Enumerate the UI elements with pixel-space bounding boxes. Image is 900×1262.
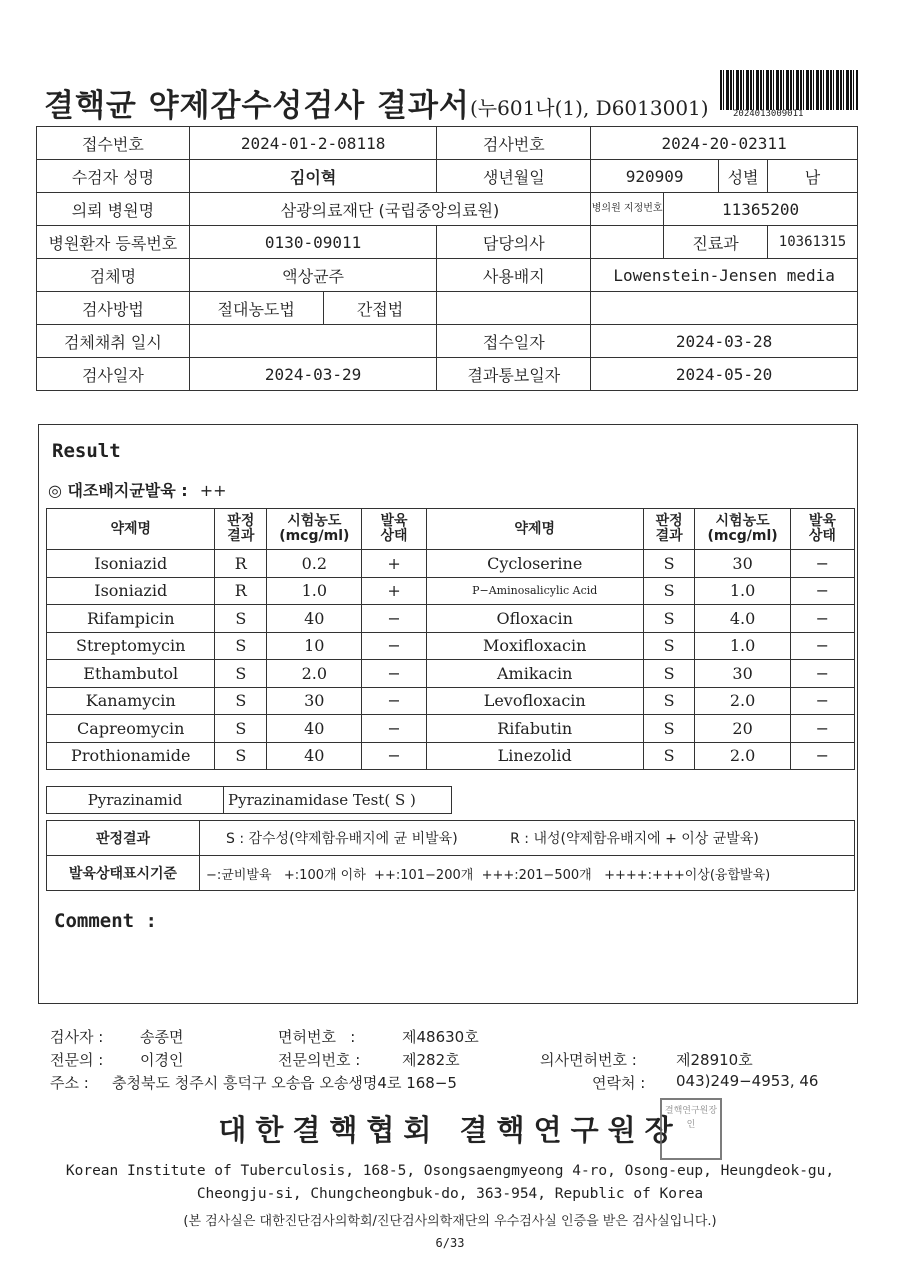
- sex-label: 성별: [719, 160, 768, 193]
- test-no-label: 검사번호: [437, 127, 591, 160]
- judge-result: S: [643, 660, 695, 688]
- tester-name: 송종면: [140, 1028, 184, 1046]
- drug-name: Kanamycin: [47, 687, 215, 715]
- patient-info-table: [36, 126, 858, 391]
- growth-status: −: [790, 660, 854, 688]
- concentration: 40: [267, 605, 362, 633]
- address: 충청북도 청주시 흥덕구 오송읍 오송생명4로 168−5: [112, 1074, 457, 1092]
- judge-result: R: [215, 550, 267, 578]
- concentration: 20: [695, 715, 790, 743]
- table-row: [47, 715, 855, 743]
- tester-label: 검사자 :: [50, 1028, 104, 1046]
- drug-name: Amikacin: [426, 660, 643, 688]
- spec-license-label: 전문의번호 :: [278, 1051, 361, 1069]
- concentration: 30: [267, 687, 362, 715]
- growth-status: −: [362, 687, 426, 715]
- judge-result: S: [215, 742, 267, 770]
- method-label: 검사방법: [37, 292, 190, 325]
- specimen: 액상균주: [189, 259, 437, 292]
- hospital-code: 11365200: [664, 193, 858, 226]
- judge-result: S: [215, 715, 267, 743]
- growth-status: −: [790, 687, 854, 715]
- drug-name: Linezolid: [426, 742, 643, 770]
- judge-result: S: [215, 660, 267, 688]
- drug-name: Levofloxacin: [426, 687, 643, 715]
- concentration: 40: [267, 715, 362, 743]
- specialist-name: 이경인: [140, 1051, 184, 1069]
- received-label: 접수일자: [437, 325, 591, 358]
- growth-status: −: [790, 632, 854, 660]
- license-no: 제48630호: [402, 1028, 479, 1046]
- control-growth-label: ◎ 대조배지균발육 :: [48, 481, 188, 500]
- drug-name: Rifampicin: [47, 605, 215, 633]
- certification-note: (본 검사실은 대한진단검사의학회/진단검사의학재단의 우수검사실 인증을 받은 검사실입니다.): [183, 1214, 717, 1229]
- patient-name: 김이혁: [189, 160, 437, 193]
- concentration: 0.2: [267, 550, 362, 578]
- test-date: 2024-03-29: [189, 358, 437, 391]
- page-number: 6/33: [435, 1236, 465, 1250]
- judge-result: S: [643, 577, 695, 605]
- header-judge: 판정 결과: [643, 509, 695, 550]
- judge-legend-r: R : 내성(약제함유배지에 + 이상 균발육): [510, 831, 759, 847]
- growth-status: −: [362, 742, 426, 770]
- control-growth-value: ++: [199, 481, 227, 500]
- collect-label: 검체채취 일시: [37, 325, 190, 358]
- spec-license-no: 제282호: [402, 1051, 460, 1069]
- doctor: [591, 226, 664, 259]
- doctor-license-no: 제28910호: [676, 1051, 753, 1069]
- judge-result: S: [643, 715, 695, 743]
- drug-name: Isoniazid: [47, 577, 215, 605]
- drug-name: Prothionamide: [47, 742, 215, 770]
- judge-result: S: [643, 742, 695, 770]
- drug-name: Ofloxacin: [426, 605, 643, 633]
- test-date-label: 검사일자: [37, 358, 190, 391]
- growth-status: −: [362, 605, 426, 633]
- growth-status: −: [790, 550, 854, 578]
- pyrazinamid-table: [46, 786, 452, 814]
- concentration: 4.0: [695, 605, 790, 633]
- judge-result: S: [215, 605, 267, 633]
- legend-table: [46, 820, 855, 891]
- table-row: [47, 660, 855, 688]
- table-row: [47, 687, 855, 715]
- receipt-no-label: 접수번호: [37, 127, 190, 160]
- drug-name: Moxifloxacin: [426, 632, 643, 660]
- concentration: 30: [695, 550, 790, 578]
- address-label: 주소 :: [50, 1074, 89, 1092]
- header-conc: 시험농도 (mcg/ml): [695, 509, 790, 550]
- concentration: 40: [267, 742, 362, 770]
- pyrazinamid-value: Pyrazinamidase Test( S ): [224, 787, 452, 814]
- birth-date: 920909: [591, 160, 719, 193]
- judge-result: S: [215, 687, 267, 715]
- judge-legend: [200, 821, 855, 856]
- address-en-line1: Korean Institute of Tuberculosis, 168-5, Osongsaengmyeong 4-ro, Osong-eup, Heungdeok-gu,: [65, 1163, 835, 1179]
- header-growth: 발육 상태: [362, 509, 426, 550]
- concentration: 2.0: [695, 742, 790, 770]
- barcode-number: 2024013009011: [733, 109, 804, 119]
- medium-label: 사용배지: [437, 259, 591, 292]
- report-label: 결과통보일자: [437, 358, 591, 391]
- growth-legend-label: 발육상태표시기준: [47, 856, 200, 891]
- judge-result: S: [215, 632, 267, 660]
- growth-status: −: [362, 632, 426, 660]
- official-seal: 결핵연구원장인: [660, 1098, 722, 1160]
- table-row: [47, 577, 855, 605]
- growth-status: +: [362, 577, 426, 605]
- drug-name: Rifabutin: [426, 715, 643, 743]
- specialist-label: 전문의 :: [50, 1051, 104, 1069]
- drug-susceptibility-table: [46, 508, 855, 770]
- drug-name: Streptomycin: [47, 632, 215, 660]
- drug-name: Capreomycin: [47, 715, 215, 743]
- concentration: 1.0: [695, 577, 790, 605]
- growth-status: −: [790, 577, 854, 605]
- judge-legend-label: 판정결과: [47, 821, 200, 856]
- patient-name-label: 수검자 성명: [37, 160, 190, 193]
- header-judge: 판정 결과: [215, 509, 267, 550]
- table-row: [47, 550, 855, 578]
- document-title: 결핵균 약제감수성검사 결과서: [44, 88, 470, 124]
- concentration: 1.0: [695, 632, 790, 660]
- hospital-code-label: 병의원 지정번호: [591, 193, 664, 226]
- judge-result: S: [643, 687, 695, 715]
- patient-reg-no: 0130-09011: [189, 226, 437, 259]
- table-row: [47, 605, 855, 633]
- medium: Lowenstein-Jensen media: [591, 259, 858, 292]
- growth-status: −: [790, 742, 854, 770]
- concentration: 2.0: [695, 687, 790, 715]
- header-conc: 시험농도 (mcg/ml): [267, 509, 362, 550]
- growth-status: +: [362, 550, 426, 578]
- growth-status: −: [790, 605, 854, 633]
- method-2: 간접법: [323, 292, 437, 325]
- barcode: [720, 70, 858, 110]
- specimen-label: 검체명: [37, 259, 190, 292]
- dept: 10361315: [768, 226, 858, 259]
- header-drug: 약제명: [426, 509, 643, 550]
- test-no: 2024-20-02311: [591, 127, 858, 160]
- dept-label: 진료과: [664, 226, 768, 259]
- judge-result: R: [215, 577, 267, 605]
- growth-status: −: [362, 715, 426, 743]
- drug-name: P−Aminosalicylic Acid: [426, 577, 643, 605]
- contact-label: 연락처 :: [592, 1074, 646, 1092]
- header-drug: 약제명: [47, 509, 215, 550]
- patient-reg-label: 병원환자 등록번호: [37, 226, 190, 259]
- method-1: 절대농도법: [189, 292, 323, 325]
- growth-status: −: [790, 715, 854, 743]
- table-row: [47, 742, 855, 770]
- concentration: 2.0: [267, 660, 362, 688]
- hospital-name: 삼광의료재단 (국립중앙의료원): [189, 193, 590, 226]
- header-growth: 발육 상태: [790, 509, 854, 550]
- birth-label: 생년월일: [437, 160, 591, 193]
- concentration: 10: [267, 632, 362, 660]
- contact: 043)249−4953, 46: [676, 1072, 819, 1090]
- license-label: 면허번호 :: [278, 1028, 356, 1046]
- sex: 남: [768, 160, 858, 193]
- drug-name: Isoniazid: [47, 550, 215, 578]
- control-growth: [48, 478, 227, 501]
- report-date: 2024-05-20: [591, 358, 858, 391]
- hospital-label: 의뢰 병원명: [37, 193, 190, 226]
- doctor-license-label: 의사면허번호 :: [540, 1051, 637, 1069]
- concentration: 30: [695, 660, 790, 688]
- growth-status: −: [362, 660, 426, 688]
- collect-date: [189, 325, 437, 358]
- concentration: 1.0: [267, 577, 362, 605]
- result-heading: Result: [52, 440, 121, 462]
- judge-result: S: [643, 632, 695, 660]
- judge-result: S: [643, 605, 695, 633]
- doctor-label: 담당의사: [437, 226, 591, 259]
- judge-result: S: [643, 550, 695, 578]
- receipt-no: 2024-01-2-08118: [189, 127, 437, 160]
- table-row: [47, 632, 855, 660]
- pyrazinamid-label: Pyrazinamid: [47, 787, 224, 814]
- address-en-line2: Cheongju-si, Chungcheongbuk-do, 363-954, Republic of Korea: [196, 1186, 704, 1202]
- growth-legend: −:균비발육 +:100개 이하 ++:101−200개 +++:201−500개 ++++:+++이상(융합발육): [200, 856, 855, 891]
- drug-name: Ethambutol: [47, 660, 215, 688]
- judge-legend-s: S : 감수성(약제함유배지에 균 비발육): [226, 831, 458, 847]
- received-date: 2024-03-28: [591, 325, 858, 358]
- organization-name: 대한결핵협회 결핵연구원장: [218, 1113, 682, 1147]
- drug-name: Cycloserine: [426, 550, 643, 578]
- comment-label: Comment :: [54, 910, 157, 932]
- document-code: (누601나(1), D6013001): [470, 96, 709, 120]
